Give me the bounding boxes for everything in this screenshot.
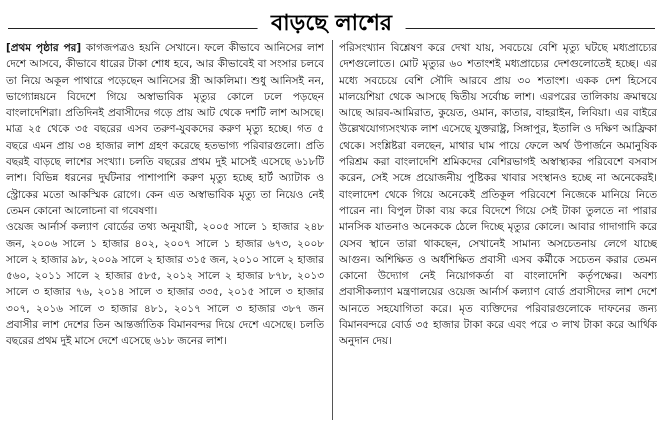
paragraph-text: পরিসংখ্যান বিশ্লেষণ করে দেখা যায়, সবচেয়ে বেশি মৃত্যু ঘটছে মধ্যপ্রাচ্যের দেশগুলোতে। মোট মৃত্যুর ৬০ শতাংশই মধ্যপ্রাচ্যের দেশগুলোতেই হচ্ছে। এর মধ্যে সবচেয়ে বেশি সৌদি আরবে প্রায় ৩০ শতাংশ। একক দেশ হিসেবে মালয়েশিয়া থেকে আসছে দ্বিতীয় সর্বোচ্চ লাশ। এরপরের তালিকায় ক্রমান্বয়ে আছে আরব-আমিরাত, কুয়েত, ওমান, কাতার, বাহরাইন, লিবিয়া। এর বাইরে উল্লেখযোগ্যসংখ্যক লাশ এসেছে যুক্তরাষ্ট্র, সিঙ্গাপুর, ইতালি ও দক্ষিণ আফ্রিকা থেকে। সংশ্লিষ্টরা বলছেন, মাথার ঘাম পায়ে ফেলে অর্থ উপার্জনে অমানুষিক পরিশ্রম করা বাংলাদেশি শ্রমিকদের বেশিরভাগই অস্বাস্থ্যকর পরিবেশে বসবাস করেন, সেই সঙ্গে প্রয়োজনীয় পুষ্টিকর খাবার সংস্থানও হচ্ছে না অনেকেরই। বাংলাদেশ থেকে গিয়ে অনেকেই প্রতিকূল পরিবেশে নিজেকে মানিয়ে নিতে পারেন না। বিপুল টাকা ব্যয় করে বিদেশে গিয়ে সেই টাকা তুলতে না পারার মানসিক যাতনাও অনেককে ঠেলে দিচ্ছে মৃত্যুর কোলে। আবার গাদাগাদি করে যেসব স্থানে তারা থাকছেন, সেখানেই সামান্য অসচেতনায় লেগে যাচ্ছে আগুন। অশিক্ষিত ও অর্ধশিক্ষিত প্রবাসী এসব কর্মীকে সচেতন করার তেমন কোনো উদ্যোগ নেই নিয়োগকর্তা বা বাংলাদেশি কর্তৃপক্ষের। অবশ্য প্রবাসীকল্যাণ মন্ত্রণালয়ের ওয়েজ আর্নার্স কল্যাণ বোর্ড প্রবাসীদের লাশ দেশে আনতে সহযোগিতা করে। মৃত ব্যক্তিদের পরিবারগুলোকে দাফনের জন্য বিমানবন্দরে বোর্ড ৩৫ হাজার টাকা করে এবং পরে ৩ লাখ টাকা করে আর্থিক অনুদান দেয়। <box>339 42 657 348</box>
dateline: [প্রথম পৃষ্ঠার পর] <box>6 42 82 54</box>
paragraph-text: কাগজপত্রও হয়নি সেখানে। ফলে কীভাবে আনিসের লাশ দেশে আসবে, কীভাবে ধারের টাকা শোধ হবে, আর কীভাবেই বা সংসার চলবে তা নিয়ে অকূল পাথারে পড়েছেন আনিসের স্ত্রী আকলিমা। শুধু আনিসই নন, ভাগ্যোন্নয়নে বিদেশে গিয়ে অস্বাভাবিক মৃত্যুর কোলে ঢলে পড়ছেন বাংলাদেশিরা। প্রতিদিনই প্রবাসীদের গড়ে প্রায় আট থেকে দশটি লাশ আসছে। মাত্র ২৫ থেকে ৩৫ বছরের এসব তরুণ-যুবকদের করুণ মৃত্যু হচ্ছে। গত ৫ বছরে এমন প্রায় ৩৪ হাজার লাশ গ্রহণ করেছে হতভাগ্য পরিবারগুলো। প্রতি বছরই বাড়ছে লাশের সংখ্যা। চলতি বছরের প্রথম দুই মাসেই এসেছে ৬১৮টি লাশ। বিভিন্ন ধরনের দুর্ঘটনার পাশাপাশি করুণ মৃত্যু হচ্ছে হার্ট অ্যাটাক ও স্ট্রোকের মতো আকস্মিক রোগে। কেন এত অস্বাভাবিক মৃত্যু তা নিয়েও নেই তেমন কোনো আলোচনা বা গবেষণা। <box>6 42 324 217</box>
headline-bar <box>0 6 663 42</box>
paragraph <box>6 40 324 219</box>
column-divider <box>332 40 333 420</box>
article-body <box>6 40 657 420</box>
headline: বাড়ছে লাশের <box>257 8 406 38</box>
paragraph <box>339 40 657 350</box>
paragraph <box>6 219 324 349</box>
right-column <box>339 40 657 420</box>
paragraph-text: ওয়েজ আর্নার্স কল্যাণ বোর্ডের তথ্য অনুযায়ী, ২০০৫ সালে ১ হাজার ২৪৮ জন, ২০০৬ সালে ১ হাজার ৪০২, ২০০৭ সালে ১ হাজার ৬৭৩, ২০০৮ সালে ২ হাজার ৯৮, ২০০৯ সালে ২ হাজার ৩১৫ জন, ২০১০ সালে ২ হাজার ৫৬০, ২০১১ সালে ২ হাজার ৫৮৫, ২০১২ সালে ২ হাজার ৮৭৮, ২০১৩ সালে ৩ হাজার ৭৬, ২০১৪ সালে ৩ হাজার ৩৩৫, ২০১৫ সালে ৩ হাজার ৩০৭, ২০১৬ সালে ৩ হাজার ৪৮১, ২০১৭ সালে ৩ হাজার ৩৮৭ জন প্রবাসীর লাশ দেশের তিন আন্তর্জাতিক বিমানবন্দর দিয়ে দেশে এসেছে। চলতি বছরের প্রথম দুই মাসে দেশে এসেছে ৬১৮ জনের লাশ। <box>6 221 324 348</box>
left-column <box>6 40 324 420</box>
